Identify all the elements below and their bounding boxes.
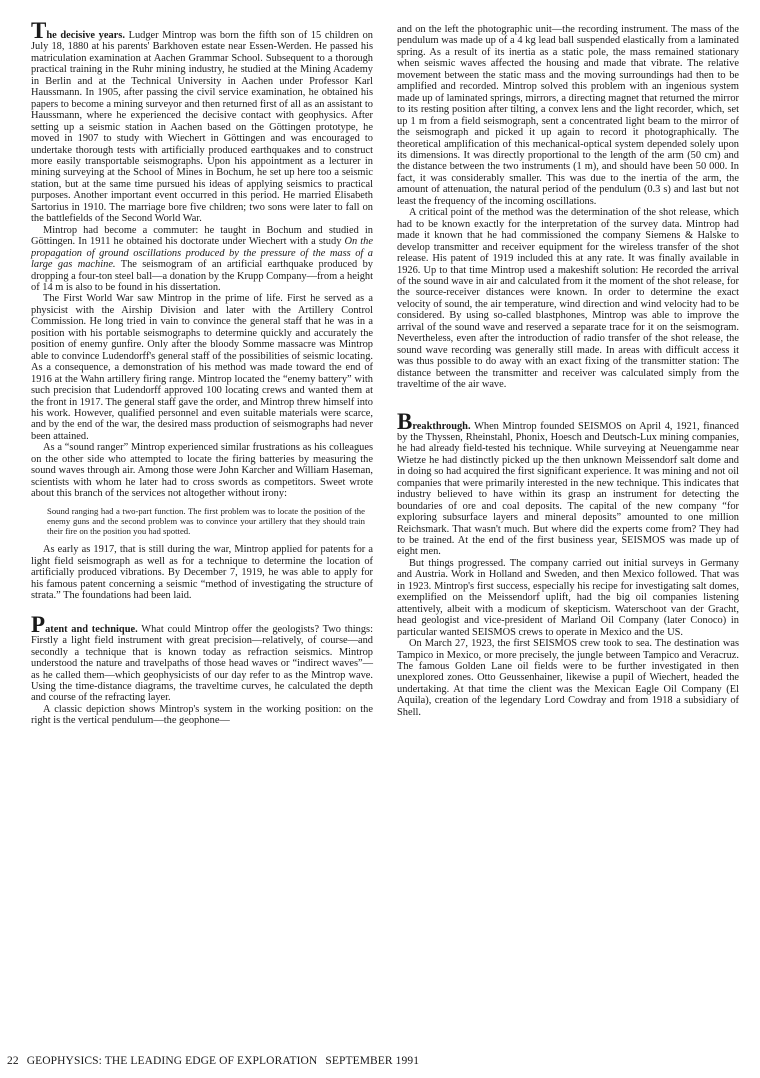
paragraph: A classic depiction shows Mintrop's system in the working position: on the right is the vertical pendulum—the geophone— — [31, 703, 373, 727]
section-heading: reakthrough. — [412, 420, 471, 432]
paragraph: On March 27, 1923, the first SEISMOS crew took to sea. The destination was Tampico in Mexico, or more precisely, the jungle between Tampico and Veracruz. The famous Golden Lane oil fields were to be further investigated in then unexplored zones. Otto Geussenhainer, likewise a pupil of Wiechert, headed the undertaking. At that time the client was the Mexican Eagle Oil Company (El Aquila), creation of the legendary Lord Cowdray and from 1918 a subsidiary of Shell. — [397, 638, 739, 718]
page-footer — [7, 1055, 427, 1067]
left-column — [31, 18, 374, 727]
page-number: 22 — [7, 1055, 19, 1067]
paragraph: As early as 1917, that is still during the war, Mintrop applied for patents for a light field seismograph as well as for a technique to determine the location of artificially produced vibrations. By December 7, 1919, he was able to apply for his famous patent concerning a seismic “method of investigating the structure of strata.” The foundations had been laid. — [31, 544, 373, 602]
paragraph: But things progressed. The company carried out initial surveys in Germany and Austria. Work in Holland and Sweden, and then Mexico followed. That was in 1923. Mintrop's first success, especially his recipe for investigating salt domes, exemplified on the Meissendorf uplift, had the big oil companies listening attentively, albeit with a modicum of skepticism. Waterschoot van der Gracht, head geologist and vice-president of Marland Oil Company (later Conoco) in particular wanted SEISMOS crews to operate in Mexico and the US. — [397, 557, 739, 638]
paragraph: and on the left the photographic unit—the recording instrument. The mass of the pendulum was made up of a 4 kg lead ball suspended elastically from a laminated spring. As a result of its inertia as a static pole, the mass remained stationary when seismic waves affected the housing and made that vibrate. The relative movement between the static mass and the moving surroundings had then to be amplified and recorded. Mintrop solved this problem with an ingenious system made up of laminated springs, mirrors, a directing magnet that returned the mirror to its resting position after tilting, a convex lens and the light recorder, which, set up 1 m from a field seismograph, sent a concentrated light beam to the mirror of the seismograph and picked it up again to record it photographically. The theoretical amplification of this mechanical-optical system depended solely upon its dimensions. It was directly proportional to the length of the arm (50 cm) and the distance between the two instruments (1 m), and should have been 50 000. In fact, it was considerably smaller. This was due to the inertia of the arm, the amount of attenuation, the natural period of the pendulum (0.3 s) and last but not least the frequency of the incoming oscillations. — [397, 24, 739, 207]
right-column — [397, 24, 739, 718]
dissertation-title: On the propagation of ground oscillations produced by the pressure of the mass of a large gas machine. — [31, 236, 373, 271]
section-heading: he decisive years. — [46, 30, 125, 41]
paragraph — [31, 18, 374, 225]
drop-cap: B — [397, 408, 413, 434]
section-heading: atent and technique. — [45, 623, 138, 635]
block-quote: Sound ranging had a two-part function. The first problem was to locate the position of the enemy guns and the second problem was to convince your artillery that they should train their fire on the position you had spotted. — [47, 505, 365, 537]
paragraph — [31, 225, 373, 294]
paragraph-text: Ludger Mintrop was born the fifth son of 15 children on July 18, 1880 at his parents' Barkhoven estate near Essen-Werden. He passed his matriculation examination at Aachen Grammar School. Subsequent to a thorough practical training in the Ruhr mining industry, he studied at the Mining Academy in Berlin and at the Technical University in Aachen under Professor Karl Haussmann. In 1905, after passing the civil service examination, he obtained his papers to become a mining surveyor and then returned first of all as an assistant to Haussmann, where he experienced the decisive contact with geophysics. After setting up a seismic station in Aachen based on the Göttingen prototype, he moved in 1907 to study with Wiechert in Göttingen and was encouraged to undertake thorough tests with artificially produced earthquakes and to construct more easily transportable seismographs. Upon his appointment as a lecturer in mining surveying at the School of Mines in Bochum, he set up here too a seismic station, but at the same time pursued his ideas of applying seismics to practical purposes. Another important event occurred in this period. He married Elisabeth Sartorius in 1910. The marriage bore five children; two sons were later to fall on the battlefields of the Second World War. — [31, 30, 374, 225]
paragraph-text: What could Mintrop offer the geologists? Two things: Firstly a light field instrument with great precision—relatively, of course—and secondly a technique that is known today as refraction seismics. Mintrop understood the nature and travelpaths of those head waves or “indirect waves”—as he called them—which geophysicists of our day refer to as the Mintrop wave. Using the time-distance diagrams, the traveltime curves, he calculated the depth and course of the refracting layer. — [31, 623, 373, 704]
paragraph — [397, 408, 739, 558]
drop-cap: P — [31, 611, 46, 637]
paragraph: The First World War saw Mintrop in the prime of life. First he served as a physicist with the Airship Division and later with the Artillery Control Commission. He long tried in vain to convince the general staff that he was in a position with his portable seismographs to determine quickly and accurately the position of enemy gunfire. Only after the bloody Somme massacre was Mintrop able to convince Ludendorff's general staff of the possibilities of seismic locating. As a consequence, a demonstration of his method was made toward the end of 1916 at the Wahn artillery firing range. Mintrop located the “enemy battery” with such precision that Ludendorff approved 100 locating crews and wanted them at the front in 1917. The general staff gave the order, and Mintrop threw himself into his work. However, qualified personnel and even suitable materials were scarce, and by the end of the war, the desired mass production of seismographs had never been attained. — [31, 293, 373, 442]
paragraph — [31, 611, 373, 704]
paragraph-text: The seismogram of an artificial earthquake produced by dropping a four-ton steel ball—a donation by the Krupp Company—from a height of 14 m is also to be found in his dissertation. — [31, 259, 373, 293]
drop-cap: T — [31, 18, 47, 43]
issue-date: SEPTEMBER 1991 — [325, 1055, 420, 1067]
paragraph: As a “sound ranger” Mintrop experienced similar frustrations as his colleagues on the other side who attempted to locate the firing batteries by measuring the sound waves through air. Among those were John Karcher and William Haseman, scientists with whom he later had to cross swords as competitors. Sweet wrote about this branch of the services not altogether without irony: — [31, 442, 373, 500]
journal-name: GEOPHYSICS: THE LEADING EDGE OF EXPLORATION — [26, 1055, 318, 1067]
paragraph-text: Mintrop had become a commuter: he taught in Bochum and studied in Göttingen. In 1911 he obtained his doctorate under Wiechert with a study — [31, 224, 373, 248]
paragraph-text: When Mintrop founded SEISMOS on April 4, 1921, financed by the Thyssen, Rheinstahl, Phonix, Hoesch and Deutsch-Lux mining companies, he had already field-tested his technique. While surveying at Neuengamme near Wietze he had distinctly picked up the then unknown Meissendorf salt dome and in doing so had acquired the first significant experience. It was mining and not oil companies that were primarily interested in the new technique. This indicates that industry believed to have within its grasp an instrument for detecting the boundaries of ore and coal deposits. The capital of the new company “for exploring subsurface layers and mineral deposits” amounted to one million Reichsmark. That wasn't much. But where did the experts come from? They had to be trained. At the end of the first business year, SEISMOS was made up of eight men. — [397, 420, 739, 558]
paragraph: A critical point of the method was the determination of the shot release, which had to be known exactly for the interpretation of the survey data. Mintrop had made it known that he had commissioned the company Siemens & Halske to develop transmitter and receiver equipment for the wireless transfer of the shot release. His patent of 1919 included this at any rate. It was finally available in 1926. Up to that time Mintrop used a makeshift solution: He recorded the arrival of the sound wave in air and calculated from it the moment of the shot release, for the source-receiver distances were known. In order to determine the exact velocity of sound, the air temperature, wind direction and wind velocity had to be considered. By using so-called blastphones, Mintrop was able to improve the arrival of the sound wave and reserved a separate trace for it on the seismogram. Nevertheless, even after the introduction of radio transfer of the shot release, the sound wave recording was generally still made. In areas with difficult access it was thus possible to do away with an exact fixing of the transmitter station: The distance between the transmitter and receiver was calculated simply from the traveltime of the air wave. — [397, 207, 739, 391]
